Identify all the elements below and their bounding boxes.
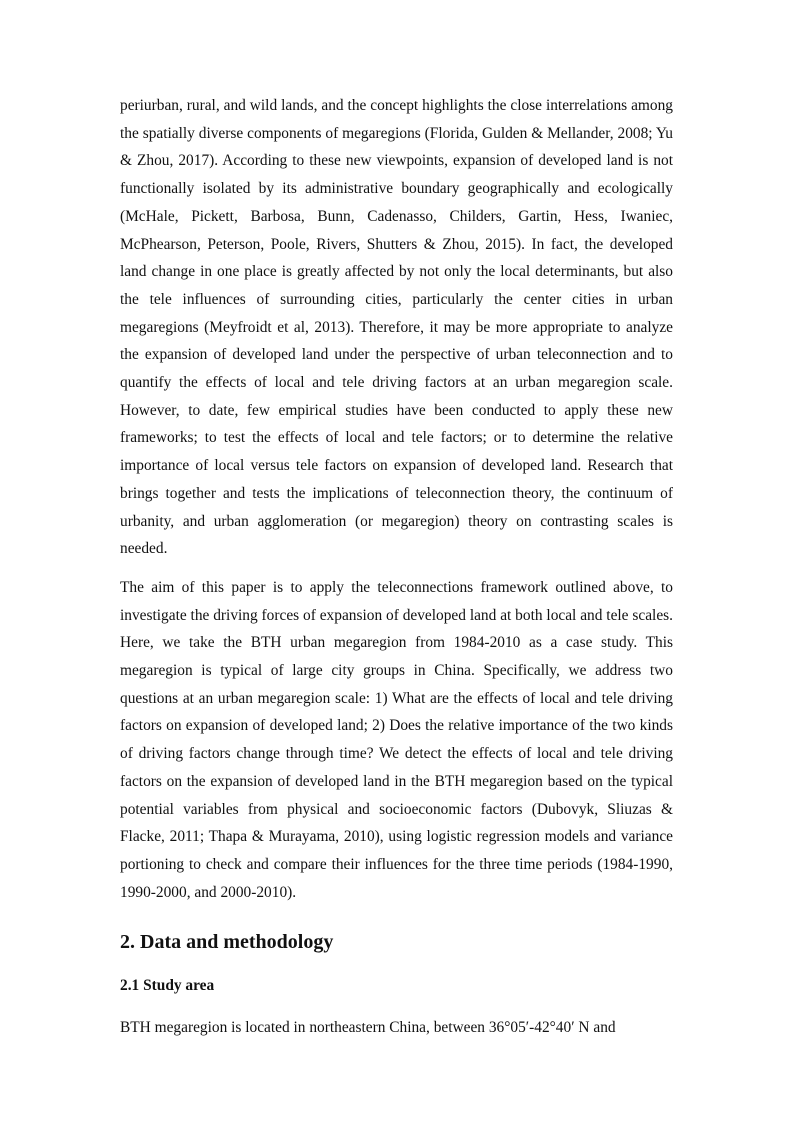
body-paragraph: The aim of this paper is to apply the teleconnections framework outlined above, to investigate the driving forces of expansion of developed land at both local and tele scales. Here, we take the BTH urban megaregion from 1984-2010 as a case study. This megaregion is typical of large city groups in China. Specifically, we address two questions at an urban megaregion scale: 1) What are the effects of local and tele driving factors on expansion of developed land; 2) Does the relative importance of the two kinds of driving factors change through time? We detect the effects of local and tele driving factors on the expansion of developed land in the BTH megaregion based on the typical potential variables from physical and socioeconomic factors (Dubovyk, Sliuzas & Flacke, 2011; Thapa & Murayama, 2010), using logistic regression models and variance portioning to check and compare their influences for the three time periods (1984-1990, 1990-2000, and 2000-2010). (120, 578, 673, 901)
body-paragraph: periurban, rural, and wild lands, and the concept highlights the close interrelations among the spatially diverse components of megaregions (Florida, Gulden & Mellander, 2008; Yu & Zhou, 2017). According to these new viewpoints, expansion of developed land is not functionally isolated by its administrative boundary geographically and ecologically (McHale, Pickett, Barbosa, Bunn, Cadenasso, Childers, Gartin, Hess, Iwaniec, McPhearson, Peterson, Poole, Rivers, Shutters & Zhou, 2015). In fact, the developed land change in one place is greatly affected by not only the local determinants, but also the tele influences of surrounding cities, particularly the center cities in urban megaregions (Meyfroidt et al, 2013). Therefore, it may be more appropriate to analyze the expansion of developed land under the perspective of urban teleconnection and to quantify the effects of local and tele driving factors at an urban megaregion scale. However, to date, few empirical studies have been conducted to apply these new frameworks; to test the effects of local and tele factors; or to determine the relative importance of local versus tele factors on expansion of developed land. Research that brings together and tests the implications of teleconnection theory, the continuum of urbanity, and urban agglomeration (or megaregion) theory on contrasting scales is needed. (120, 97, 673, 558)
body-paragraph: BTH megaregion is located in northeastern China, between 36°05′-42°40′ N and (120, 1019, 616, 1037)
section-heading: 2. Data and methodology (120, 931, 334, 954)
subsection-heading: 2.1 Study area (120, 977, 215, 995)
document-page (120, 92, 673, 1042)
